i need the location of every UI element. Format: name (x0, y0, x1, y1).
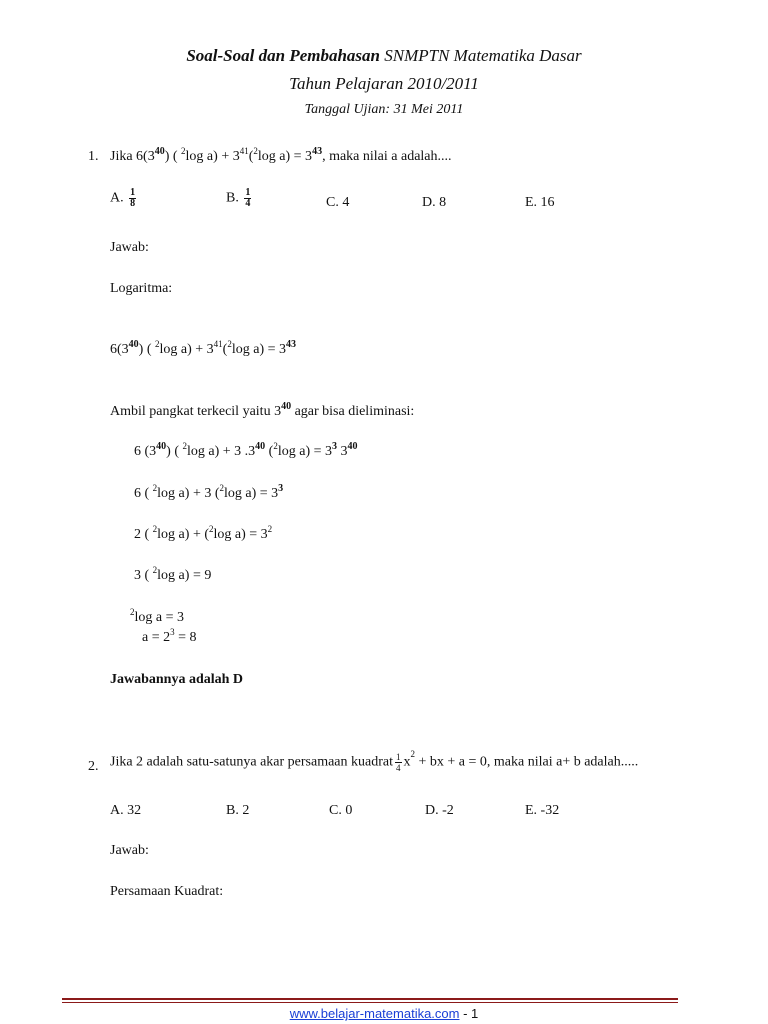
option-b: B. $\frac{1}{4}$ (226, 187, 251, 209)
q2-option-d: D. -2 (425, 803, 454, 818)
step-5: $^2$log a = 3 (130, 607, 184, 625)
question-1-number: 1. (88, 149, 99, 164)
option-d: D. 8 (422, 195, 447, 210)
option-c: C. 4 (326, 195, 350, 210)
page-number: - 1 (459, 1006, 479, 1021)
jawab-label: Jawab: (110, 240, 149, 255)
step-1: 6 $(3^{40})$ ( $^2$log a) + 3 $.3^{40}$ ($^2$log $a) = 3^3$ $3^{40}$ (134, 441, 358, 459)
q2-option-e: E. -32 (525, 803, 560, 818)
q2-topic-label: Persamaan Kuadrat: (110, 884, 224, 899)
equation-restated: $6(3^{40})$ ( $^2$log $a) + 3^{41}(^2\log$ $a) = 3^{43}$ (110, 339, 297, 357)
question-2-number: 2. (88, 759, 99, 774)
footer-divider (62, 998, 678, 1000)
topic-label: Logaritma: (110, 281, 173, 296)
answer-1: Jawabannya adalah D (110, 672, 244, 687)
q2-option-c: C. 0 (329, 803, 353, 818)
question-1-text: Jika $6(3^{40})$ ( $^2$log $a) + 3^{41}(^2\log$ $a) = 3^{43}$, maka nilai a adalah.... (110, 146, 452, 164)
step-3: 2 ( $^2$log a) + ($^2$log $a) = 3^2$ (134, 524, 273, 542)
q2-option-b: B. 2 (226, 803, 250, 818)
step-4: 3 ( $^2$log a) = 9 (134, 565, 212, 583)
page-title: Soal-Soal dan Pembahasan SNMPTN Matematika Dasar (186, 46, 582, 65)
school-year: Tahun Pelajaran 2010/2011 (289, 74, 479, 93)
step-6: $a = 2^3 = 8$ (142, 627, 197, 645)
website-link[interactable]: www.belajar-matematika.com (289, 1006, 460, 1021)
option-a: A. $\frac{1}{8}$ (110, 187, 136, 209)
step-2: 6 ( $^2$log a) + 3 ($^2$log $a) = 3^3$ (134, 483, 284, 501)
exam-date: Tanggal Ujian: 31 Mei 2011 (304, 102, 464, 117)
option-e: E. 16 (525, 195, 555, 210)
question-2-text: Jika 2 adalah satu-satunya akar persamaan kuadrat $\frac{1}{4}$ $x^2$ + bx + a = 0, maka nilai a+ b adalah..... (110, 749, 639, 773)
q2-option-a: A. 32 (110, 803, 142, 818)
elimination-note: Ambil pangkat terkecil yaitu $3^{40}$ agar bisa dieliminasi: (110, 401, 415, 419)
q2-jawab-label: Jawab: (110, 843, 149, 858)
footer (0, 1006, 768, 1021)
footer-divider-thin (62, 1002, 678, 1003)
